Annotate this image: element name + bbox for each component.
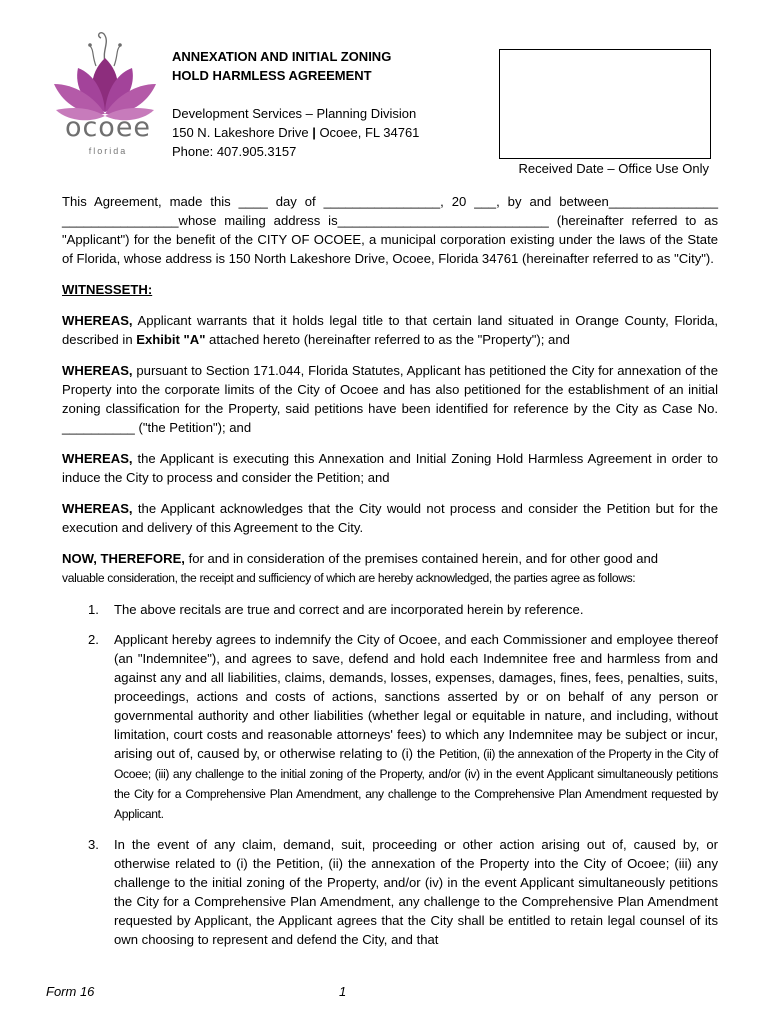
agreement-clauses xyxy=(62,600,718,949)
received-date-label: Received Date – Office Use Only xyxy=(518,161,709,176)
address-city: Ocoee, FL 34761 xyxy=(315,125,420,140)
whereas-paragraph-2: WHEREAS, pursuant to Section 171.044, Florida Statutes, Applicant has petitioned the City for annexation of the Property into the corporate limits of the City of Ocoee and has also petitioned for the establishment of an initial zoning classification for the Property, said petitions have been identified for reference by the City as Case No. __________ ("the Petition"); and xyxy=(62,363,718,435)
office-address xyxy=(172,123,419,142)
address-separator: | xyxy=(312,125,316,140)
received-date-box[interactable] xyxy=(499,49,711,159)
document-title-line-2: HOLD HARMLESS AGREEMENT xyxy=(172,68,372,83)
clause-item: 3. In the event of any claim, demand, suit, proceeding or other action arising out of, caused by, or otherwise related to (i) the Petition, (ii) the annexation of the Property into the City of Ocoee; (iii) any challenge to the initial zoning of the Property, and/or (iv) in the event Applicant simultaneously petitions the City for a Comprehensive Plan Amendment, any challenge to the Comprehensive Plan Amendment requested by Applicant, the Applicant agrees that the City shall be entitled to retain legal counsel of its own choosing to represent and defend the City, and that xyxy=(88,837,718,947)
page-number: 1 xyxy=(339,984,347,999)
agreement-body xyxy=(62,192,718,960)
address-street: 150 N. Lakeshore Drive xyxy=(172,125,313,140)
logo-wordmark: ocoee xyxy=(64,112,152,143)
whereas-paragraph-4: WHEREAS, the Applicant acknowledges that the City would not process and consider the Petition but for the execution and delivery of this Agreement to the City. xyxy=(62,501,718,535)
now-therefore-paragraph: NOW, THEREFORE, for and in consideration of the premises contained herein, and for other good and valuable consideration, the receipt and sufficiency of which are hereby acknowledged, the parties agree as follows: xyxy=(62,551,659,585)
clause-item: 2. Applicant hereby agrees to indemnify the City of Ocoee, and each Commissioner and employee thereof (an "Indemnitee"), and agrees to save, defend and hold each Indemnitee free and harmless from and against any and all liabilities, claims, demands, losses, expenses, damages, fines, fees, penalties, suits, proceedings, actions and costs of actions, sanctions asserted by or on behalf of any person or governmental authority and other liabilities (whether legal or equitable in nature, and including, without limitation, court costs and reasonable attorneys' fees) to which any Indemnitee may be subject or incur, arising out of, caused by, or otherwise relating to (i) the Petition, (ii) the annexation of the Property in the City of Ocoee; (iii) any challenge to the initial zoning of the Property, and/or (iv) in the event Applicant simultaneously petitions the City for a Comprehensive Plan Amendment, any challenge to the Comprehensive Plan Amendment requested by Applicant. xyxy=(88,632,718,821)
witnesseth-heading: WITNESSETH: xyxy=(62,282,153,297)
intro-paragraph: This Agreement, made this ____ day of ________________, 20 ___, by and between_______________ ________________whose mailing address is_____________________________ (hereinafter referred to as "Applicant") for the benefit of the CITY OF OCOEE, a municipal corporation existing under the laws of the State of Florida, whose address is 150 North Lakeshore Drive, Ocoee, Florida 34761 (hereinafter referred to as "City"). xyxy=(62,194,718,266)
office-phone: Phone: 407.905.3157 xyxy=(172,144,297,159)
clause-item: 1. The above recitals are true and correct and are incorporated herein by reference. xyxy=(88,602,584,617)
form-number: Form 16 xyxy=(46,984,95,999)
document-title-line-1: ANNEXATION AND INITIAL ZONING xyxy=(172,49,392,64)
whereas-paragraph-3: WHEREAS, the Applicant is executing this Annexation and Initial Zoning Hold Harmless Agreement in order to induce the City to process and consider the Petition; and xyxy=(62,451,718,485)
logo-subtitle: florida xyxy=(88,146,128,156)
whereas-paragraph-1: WHEREAS, Applicant warrants that it holds legal title to that certain land situated in Orange County, Florida, described in Exhibit "A" attached hereto (hereinafter referred to as the "Property"); and xyxy=(62,313,718,347)
division-name: Development Services – Planning Division xyxy=(172,106,417,121)
